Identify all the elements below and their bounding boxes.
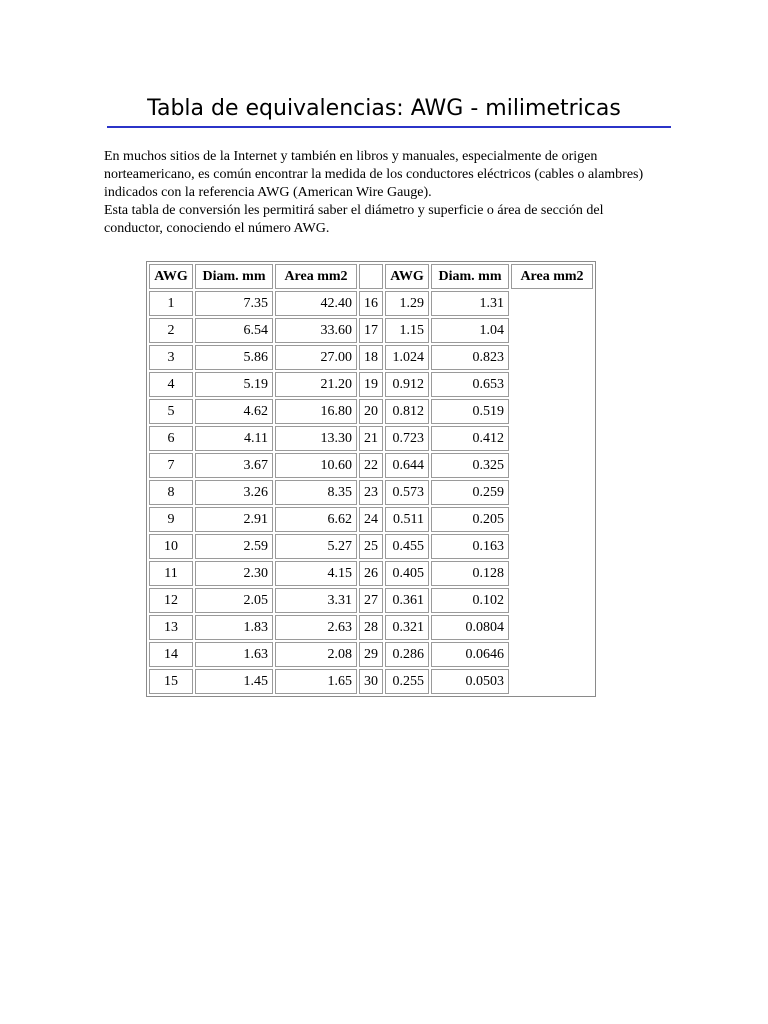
table-row: [149, 291, 593, 316]
table-row: [149, 453, 593, 478]
awg-cell: 10: [149, 534, 193, 559]
awg-cell: 24: [359, 507, 383, 532]
diam-cell: 0.321: [385, 615, 429, 640]
diam-cell: 0.405: [385, 561, 429, 586]
diam-cell: 0.723: [385, 426, 429, 451]
table-row: [149, 615, 593, 640]
diam-cell: 4.11: [195, 426, 273, 451]
awg-cell: 25: [359, 534, 383, 559]
diam-cell: 6.54: [195, 318, 273, 343]
diam-cell: 2.30: [195, 561, 273, 586]
table-row: [149, 426, 593, 451]
area-cell: 0.412: [431, 426, 509, 451]
area-cell: 1.31: [431, 291, 509, 316]
diam-cell: 2.59: [195, 534, 273, 559]
header-diam-right: Diam. mm: [431, 264, 509, 289]
table-row: [149, 507, 593, 532]
diam-cell: 0.573: [385, 480, 429, 505]
diam-cell: 1.45: [195, 669, 273, 694]
diam-cell: 1.83: [195, 615, 273, 640]
area-cell: 0.325: [431, 453, 509, 478]
table-row: [149, 588, 593, 613]
diam-cell: 0.511: [385, 507, 429, 532]
diam-cell: 0.912: [385, 372, 429, 397]
table-row: [149, 345, 593, 370]
awg-cell: 20: [359, 399, 383, 424]
area-cell: 10.60: [275, 453, 357, 478]
awg-cell: 15: [149, 669, 193, 694]
diam-cell: 0.361: [385, 588, 429, 613]
area-cell: 0.259: [431, 480, 509, 505]
diam-cell: 0.812: [385, 399, 429, 424]
awg-cell: 6: [149, 426, 193, 451]
table-row: [149, 642, 593, 667]
area-cell: 0.163: [431, 534, 509, 559]
diam-cell: 1.024: [385, 345, 429, 370]
area-cell: 0.205: [431, 507, 509, 532]
awg-cell: 23: [359, 480, 383, 505]
awg-cell: 8: [149, 480, 193, 505]
awg-cell: 14: [149, 642, 193, 667]
area-cell: 42.40: [275, 291, 357, 316]
intro-text: [104, 148, 664, 238]
diam-cell: 0.286: [385, 642, 429, 667]
awg-cell: 26: [359, 561, 383, 586]
diam-cell: 5.19: [195, 372, 273, 397]
area-cell: 0.0804: [431, 615, 509, 640]
title-divider: [107, 126, 671, 128]
area-cell: 0.102: [431, 588, 509, 613]
column-separator: [359, 264, 383, 289]
intro-paragraph-1: En muchos sitios de la Internet y también en libros y manuales, especialmente de origen norteamericano, es común encontrar la medida de los conductores eléctricos (cables o alambres) indicados con la referencia AWG (American Wire Gauge).: [104, 149, 644, 200]
area-cell: 1.04: [431, 318, 509, 343]
awg-cell: 28: [359, 615, 383, 640]
area-cell: 5.27: [275, 534, 357, 559]
awg-cell: 12: [149, 588, 193, 613]
header-awg-left: AWG: [149, 264, 193, 289]
area-cell: 1.65: [275, 669, 357, 694]
area-cell: 21.20: [275, 372, 357, 397]
awg-cell: 11: [149, 561, 193, 586]
awg-cell: 22: [359, 453, 383, 478]
header-awg-right: AWG: [385, 264, 429, 289]
area-cell: 0.0503: [431, 669, 509, 694]
table-row: [149, 372, 593, 397]
awg-cell: 3: [149, 345, 193, 370]
area-cell: 4.15: [275, 561, 357, 586]
table-header-row: [149, 264, 593, 289]
diam-cell: 4.62: [195, 399, 273, 424]
area-cell: 0.823: [431, 345, 509, 370]
awg-conversion-table: [146, 261, 596, 697]
area-cell: 6.62: [275, 507, 357, 532]
diam-cell: 2.91: [195, 507, 273, 532]
awg-cell: 16: [359, 291, 383, 316]
awg-cell: 21: [359, 426, 383, 451]
awg-cell: 9: [149, 507, 193, 532]
diam-cell: 0.255: [385, 669, 429, 694]
area-cell: 13.30: [275, 426, 357, 451]
table-row: [149, 399, 593, 424]
area-cell: 16.80: [275, 399, 357, 424]
area-cell: 3.31: [275, 588, 357, 613]
awg-cell: 27: [359, 588, 383, 613]
diam-cell: 1.63: [195, 642, 273, 667]
diam-cell: 3.67: [195, 453, 273, 478]
awg-cell: 19: [359, 372, 383, 397]
intro-paragraph-2: Esta tabla de conversión les permitirá saber el diámetro y superficie o área de sección del conductor, conociendo el número AWG.: [104, 203, 604, 236]
page-title: Tabla de equivalencias: AWG - milimetricas: [147, 96, 621, 121]
awg-cell: 17: [359, 318, 383, 343]
diam-cell: 0.455: [385, 534, 429, 559]
awg-cell: 13: [149, 615, 193, 640]
header-diam-left: Diam. mm: [195, 264, 273, 289]
table-row: [149, 561, 593, 586]
table-row: [149, 669, 593, 694]
awg-cell: 5: [149, 399, 193, 424]
area-cell: 0.128: [431, 561, 509, 586]
diam-cell: 3.26: [195, 480, 273, 505]
table-row: [149, 480, 593, 505]
area-cell: 27.00: [275, 345, 357, 370]
header-area-right: Area mm2: [511, 264, 593, 289]
area-cell: 2.63: [275, 615, 357, 640]
awg-cell: 30: [359, 669, 383, 694]
awg-cell: 4: [149, 372, 193, 397]
table-row: [149, 318, 593, 343]
area-cell: 0.519: [431, 399, 509, 424]
area-cell: 2.08: [275, 642, 357, 667]
area-cell: 0.0646: [431, 642, 509, 667]
awg-cell: 7: [149, 453, 193, 478]
area-cell: 33.60: [275, 318, 357, 343]
awg-cell: 29: [359, 642, 383, 667]
diam-cell: 1.15: [385, 318, 429, 343]
diam-cell: 1.29: [385, 291, 429, 316]
awg-cell: 18: [359, 345, 383, 370]
diam-cell: 5.86: [195, 345, 273, 370]
diam-cell: 0.644: [385, 453, 429, 478]
area-cell: 8.35: [275, 480, 357, 505]
diam-cell: 2.05: [195, 588, 273, 613]
awg-cell: 2: [149, 318, 193, 343]
area-cell: 0.653: [431, 372, 509, 397]
header-area-left: Area mm2: [275, 264, 357, 289]
table-row: [149, 534, 593, 559]
awg-cell: 1: [149, 291, 193, 316]
diam-cell: 7.35: [195, 291, 273, 316]
